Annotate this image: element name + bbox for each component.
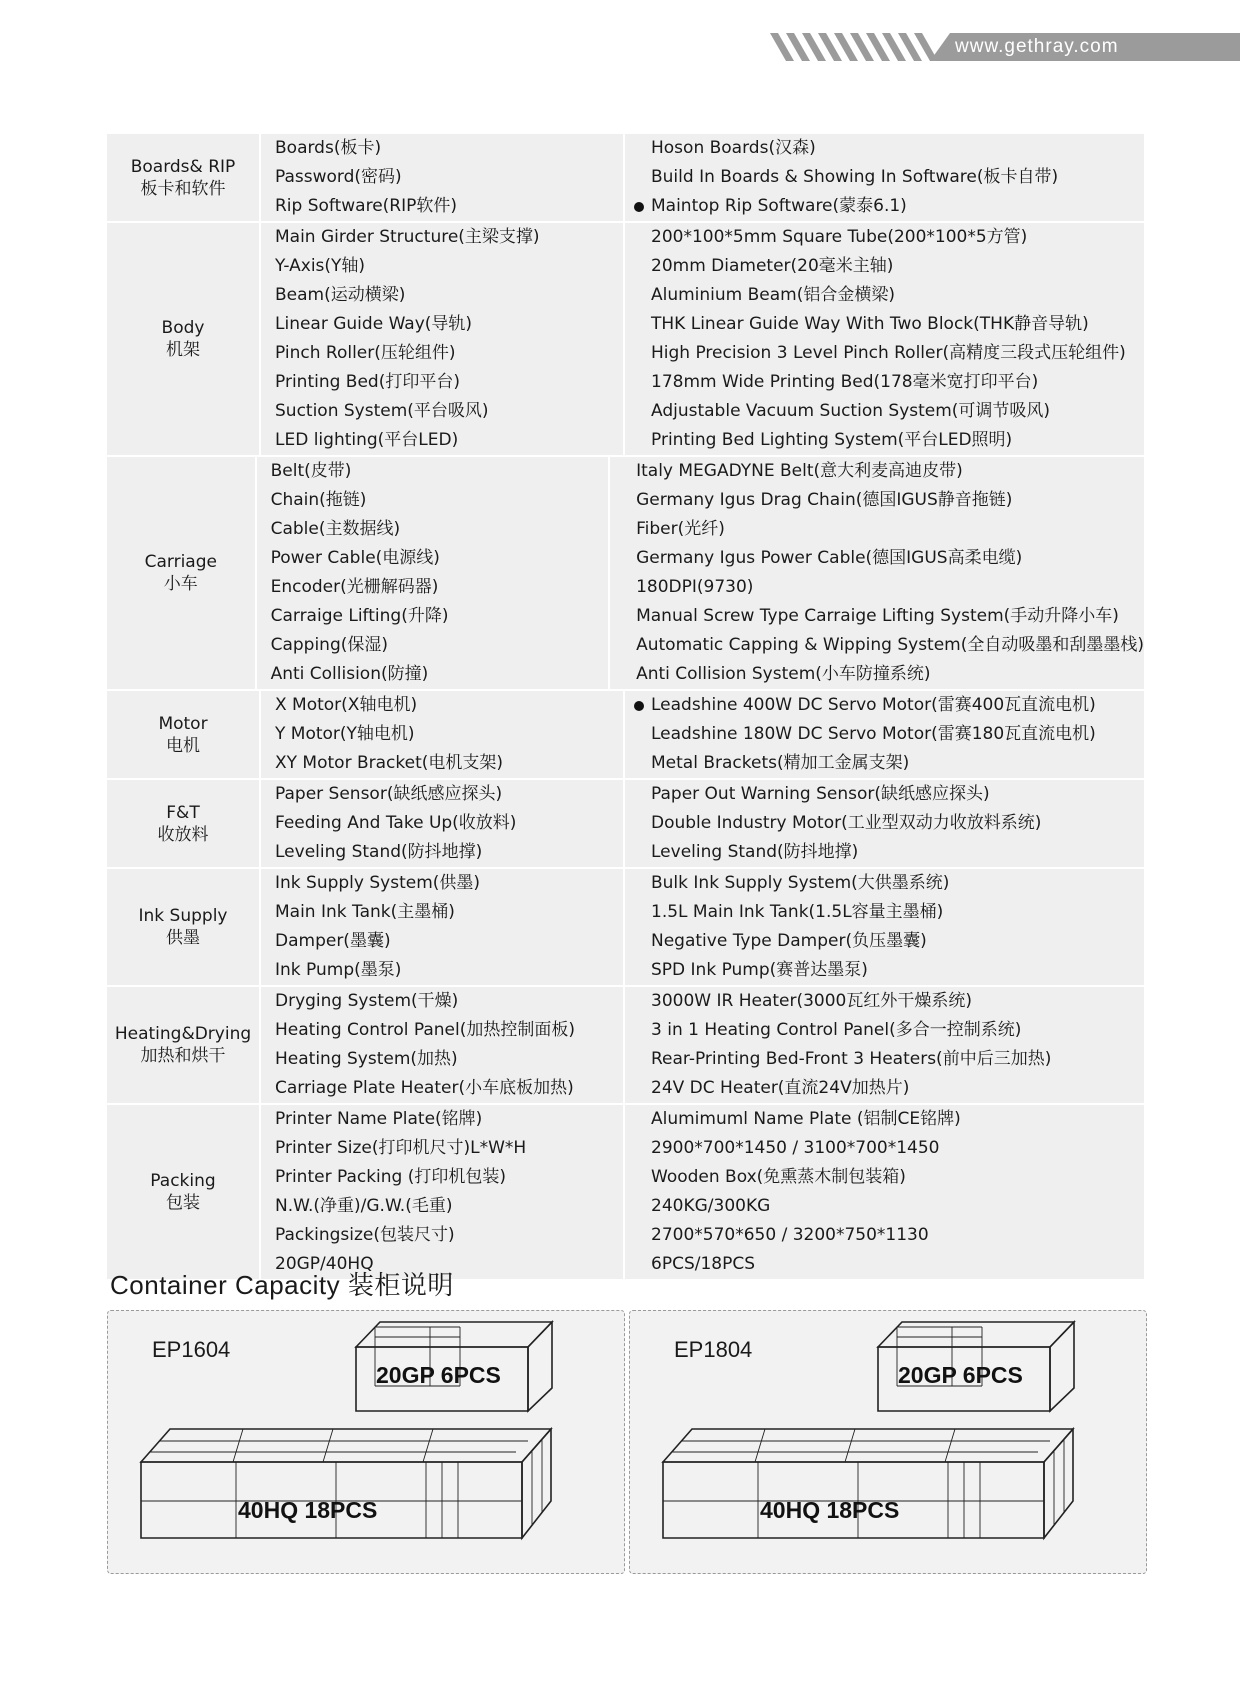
value-cell	[625, 1250, 1144, 1279]
feature-column	[261, 1105, 625, 1279]
feature-cell: X Motor(X轴电机)	[275, 695, 418, 715]
group-name	[107, 1105, 261, 1279]
value-cell	[625, 1105, 1144, 1134]
group-name	[107, 691, 261, 778]
feature-cell: Rip Software(RIP软件)	[275, 196, 458, 216]
value-text: Paper Out Warning Sensor(缺纸感应探头)	[651, 784, 990, 804]
value-column	[610, 457, 1144, 689]
value-text: Anti Collision System(小车防撞系统)	[636, 664, 931, 684]
group-name-cn: 供墨	[166, 928, 200, 948]
spec-table	[107, 134, 1144, 1281]
container-capacity-title: Container Capacity 装柜说明	[110, 1270, 454, 1300]
feature-cell: Feeding And Take Up(收放料)	[275, 813, 517, 833]
value-text: 3 in 1 Heating Control Panel(多合一控制系统)	[651, 1020, 1022, 1040]
group-name-en: Packing	[150, 1171, 216, 1191]
spec-group	[107, 780, 1144, 869]
value-cell	[625, 223, 1144, 252]
feature-column	[261, 223, 625, 455]
value-text: THK Linear Guide Way With Two Block(THK静音导轨)	[651, 314, 1089, 334]
feature-cell: Leveling Stand(防抖地撑)	[275, 842, 483, 862]
value-cell	[625, 898, 1144, 927]
feature-cell: Encoder(光栅解码器)	[270, 577, 439, 597]
value-cell	[625, 310, 1144, 339]
group-name	[107, 134, 261, 221]
value-cell	[625, 720, 1144, 749]
feature-cell: Power Cable(电源线)	[270, 548, 440, 568]
value-text: 2900*700*1450 / 3100*700*1450	[651, 1138, 940, 1158]
value-text: 24V DC Heater(直流24V加热片)	[651, 1078, 910, 1098]
feature-column	[261, 134, 625, 221]
page-header	[770, 33, 1240, 61]
value-cell	[625, 1163, 1144, 1192]
value-cell	[625, 368, 1144, 397]
website-url: www.gethray.com	[955, 36, 1119, 57]
group-name-cn: 机架	[166, 340, 200, 360]
feature-cell: Damper(墨囊)	[275, 931, 391, 951]
group-name-cn: 小车	[163, 574, 198, 594]
value-text: Wooden Box(免熏蒸木制包装箱)	[651, 1167, 906, 1187]
value-text: 240KG/300KG	[651, 1196, 771, 1216]
value-cell	[625, 1074, 1144, 1103]
value-text: 2700*570*650 / 3200*750*1130	[651, 1225, 929, 1245]
value-text: Manual Screw Type Carraige Lifting System(手动升降小车)	[636, 606, 1119, 626]
group-name-en: Body	[161, 318, 205, 338]
spec-group	[107, 869, 1144, 987]
value-text: Double Industry Motor(工业型双动力收放料系统)	[651, 813, 1042, 833]
value-cell	[625, 1134, 1144, 1163]
value-text: Hoson Boards(汉森)	[651, 138, 816, 158]
feature-cell: Password(密码)	[275, 167, 402, 187]
group-name-cn: 包装	[166, 1193, 200, 1213]
spec-group	[107, 987, 1144, 1105]
feature-cell: Cable(主数据线)	[270, 519, 401, 539]
value-cell	[625, 838, 1144, 867]
model-name: EP1604	[152, 1337, 231, 1362]
feature-cell: Y Motor(Y轴电机)	[275, 724, 415, 744]
value-text: 6PCS/18PCS	[651, 1254, 756, 1274]
feature-cell: Anti Collision(防撞)	[270, 664, 429, 684]
value-cell	[625, 252, 1144, 281]
value-cell	[625, 281, 1144, 310]
value-cell	[625, 927, 1144, 956]
feature-cell: Pinch Roller(压轮组件)	[275, 343, 456, 363]
feature-cell: Paper Sensor(缺纸感应探头)	[275, 784, 503, 804]
value-cell	[610, 660, 1144, 689]
value-text: Printing Bed Lighting System(平台LED照明)	[651, 430, 1013, 450]
bullet-icon	[634, 202, 644, 212]
spec-group	[107, 1105, 1144, 1281]
value-cell	[625, 691, 1144, 720]
value-text: Automatic Capping & Wipping System(全自动吸墨和刮墨墨栈)	[636, 635, 1144, 655]
container-boxes-illustration	[630, 1311, 1146, 1573]
box-label-20gp: 20GP 6PCS	[898, 1362, 1023, 1388]
value-column	[625, 869, 1144, 985]
group-name-en: Boards& RIP	[130, 156, 236, 177]
value-cell	[625, 1045, 1144, 1074]
value-text: Maintop Rip Software(蒙泰6.1)	[651, 196, 907, 216]
value-text: Leveling Stand(防抖地撑)	[651, 842, 859, 862]
value-text: Alumimuml Name Plate (铝制CE铭牌)	[651, 1109, 961, 1129]
value-cell	[625, 809, 1144, 838]
feature-cell: Heating System(加热)	[275, 1049, 458, 1069]
value-cell	[610, 544, 1144, 573]
feature-cell: Printer Packing (打印机包装)	[275, 1167, 507, 1187]
value-text: Build In Boards & Showing In Software(板卡自带)	[651, 167, 1059, 187]
feature-column	[261, 987, 625, 1103]
box-label-40hq: 40HQ 18PCS	[760, 1497, 900, 1523]
feature-cell: Printer Size(打印机尺寸)L*W*H	[275, 1138, 527, 1158]
group-name-en: Heating&Drying	[114, 1024, 252, 1044]
group-name	[107, 223, 261, 455]
value-text: High Precision 3 Level Pinch Roller(高精度三段式压轮组件)	[651, 343, 1126, 363]
value-text: Adjustable Vacuum Suction System(可调节吸风)	[651, 401, 1051, 421]
feature-column	[261, 780, 625, 867]
value-cell	[610, 486, 1144, 515]
group-name-en: Carriage	[144, 552, 217, 572]
value-column	[625, 134, 1144, 221]
value-text: Leadshine 180W DC Servo Motor(雷赛180瓦直流电机)	[651, 724, 1096, 744]
group-name	[107, 457, 257, 689]
value-cell	[625, 134, 1144, 163]
feature-cell: Main Ink Tank(主墨桶)	[275, 902, 455, 922]
group-name-cn: 收放料	[157, 824, 209, 845]
container-boxes-illustration	[108, 1311, 624, 1573]
feature-cell: Suction System(平台吸风)	[275, 401, 489, 421]
value-cell	[625, 869, 1144, 898]
value-text: Rear-Printing Bed-Front 3 Heaters(前中后三加热)	[651, 1049, 1052, 1069]
group-name-cn: 加热和烘干	[140, 1046, 226, 1066]
value-column	[625, 691, 1144, 778]
feature-cell: XY Motor Bracket(电机支架)	[275, 753, 504, 773]
value-text: 20mm Diameter(20毫米主轴)	[651, 256, 894, 276]
value-cell	[610, 631, 1144, 660]
feature-cell: Belt(皮带)	[270, 461, 352, 481]
feature-cell: N.W.(净重)/G.W.(毛重)	[275, 1196, 453, 1216]
value-cell	[625, 1221, 1144, 1250]
feature-cell: Ink Pump(墨泵)	[275, 960, 402, 980]
value-text: Fiber(光纤)	[636, 519, 725, 539]
value-cell	[625, 192, 1144, 221]
value-text: Italy MEGADYNE Belt(意大利麦高迪皮带)	[636, 461, 963, 481]
group-name	[107, 869, 261, 985]
header-stripes	[770, 33, 940, 61]
feature-cell: Chain(拖链)	[270, 490, 367, 510]
box-label-20gp: 20GP 6PCS	[376, 1362, 501, 1388]
feature-cell: 20GP/40HQ	[275, 1254, 374, 1274]
spec-group	[107, 134, 1144, 223]
value-text: 178mm Wide Printing Bed(178毫米宽打印平台)	[651, 372, 1039, 392]
box-label-40hq: 40HQ 18PCS	[238, 1497, 378, 1523]
value-column	[625, 223, 1144, 455]
value-cell	[625, 1016, 1144, 1045]
value-column	[625, 780, 1144, 867]
spec-group	[107, 223, 1144, 457]
group-name-cn: 板卡和软件	[140, 178, 226, 199]
value-cell	[610, 602, 1144, 631]
value-text: 180DPI(9730)	[636, 577, 754, 597]
value-text: 1.5L Main Ink Tank(1.5L容量主墨桶)	[651, 902, 944, 922]
value-cell	[610, 457, 1144, 486]
value-cell	[625, 426, 1144, 455]
feature-cell: Y-Axis(Y轴)	[275, 256, 366, 276]
group-name-en: F&T	[166, 802, 200, 823]
spec-group	[107, 691, 1144, 780]
value-text: Metal Brackets(精加工金属支架)	[651, 753, 910, 773]
group-name-en: Ink Supply	[138, 906, 228, 926]
feature-cell: Printing Bed(打印平台)	[275, 372, 460, 392]
value-text: Aluminium Beam(铝合金横梁)	[651, 285, 896, 305]
value-cell	[625, 749, 1144, 778]
value-text: SPD Ink Pump(赛普达墨泵)	[651, 960, 868, 980]
spec-group	[107, 457, 1144, 691]
value-cell	[610, 573, 1144, 602]
value-text: Leadshine 400W DC Servo Motor(雷赛400瓦直流电机)	[651, 695, 1096, 715]
feature-cell: LED lighting(平台LED)	[275, 430, 459, 450]
value-cell	[625, 956, 1144, 985]
container-panel-ep1804	[629, 1310, 1147, 1574]
feature-cell: Heating Control Panel(加热控制面板)	[275, 1020, 575, 1040]
feature-cell: Main Girder Structure(主梁支撑)	[275, 227, 540, 247]
feature-cell: Packingsize(包装尺寸)	[275, 1225, 455, 1245]
value-text: 200*100*5mm Square Tube(200*100*5方管)	[651, 227, 1028, 247]
feature-cell: Beam(运动横梁)	[275, 285, 406, 305]
value-cell	[625, 397, 1144, 426]
feature-cell: Printer Name Plate(铭牌)	[275, 1109, 483, 1129]
value-text: Negative Type Damper(负压墨囊)	[651, 931, 927, 951]
bullet-icon	[634, 701, 644, 711]
feature-column	[261, 869, 625, 985]
value-cell	[625, 780, 1144, 809]
feature-cell: Carraige Lifting(升降)	[270, 606, 449, 626]
value-cell	[625, 339, 1144, 368]
value-cell	[625, 163, 1144, 192]
value-cell	[625, 987, 1144, 1016]
feature-column	[257, 457, 611, 689]
feature-column	[261, 691, 625, 778]
value-text: Germany Igus Power Cable(德国IGUS高柔电缆)	[636, 548, 1023, 568]
feature-cell: Boards(板卡)	[275, 138, 382, 158]
feature-cell: Dryging System(干燥)	[275, 991, 459, 1011]
group-name-en: Motor	[158, 713, 208, 734]
group-name-cn: 电机	[166, 735, 200, 756]
value-cell	[610, 515, 1144, 544]
feature-cell: Carriage Plate Heater(小车底板加热)	[275, 1078, 574, 1098]
feature-cell: Ink Supply System(供墨)	[275, 873, 481, 893]
value-text: Bulk Ink Supply System(大供墨系统)	[651, 873, 950, 893]
model-name: EP1804	[674, 1337, 753, 1362]
value-text: Germany Igus Drag Chain(德国IGUS静音拖链)	[636, 490, 1013, 510]
feature-cell: Linear Guide Way(导轨)	[275, 314, 473, 334]
value-column	[625, 987, 1144, 1103]
feature-cell: Capping(保湿)	[270, 635, 389, 655]
value-cell	[625, 1192, 1144, 1221]
group-name	[107, 987, 261, 1103]
container-panel-ep1604	[107, 1310, 625, 1574]
value-text: 3000W IR Heater(3000瓦红外干燥系统)	[651, 991, 973, 1011]
value-column	[625, 1105, 1144, 1279]
group-name	[107, 780, 261, 867]
